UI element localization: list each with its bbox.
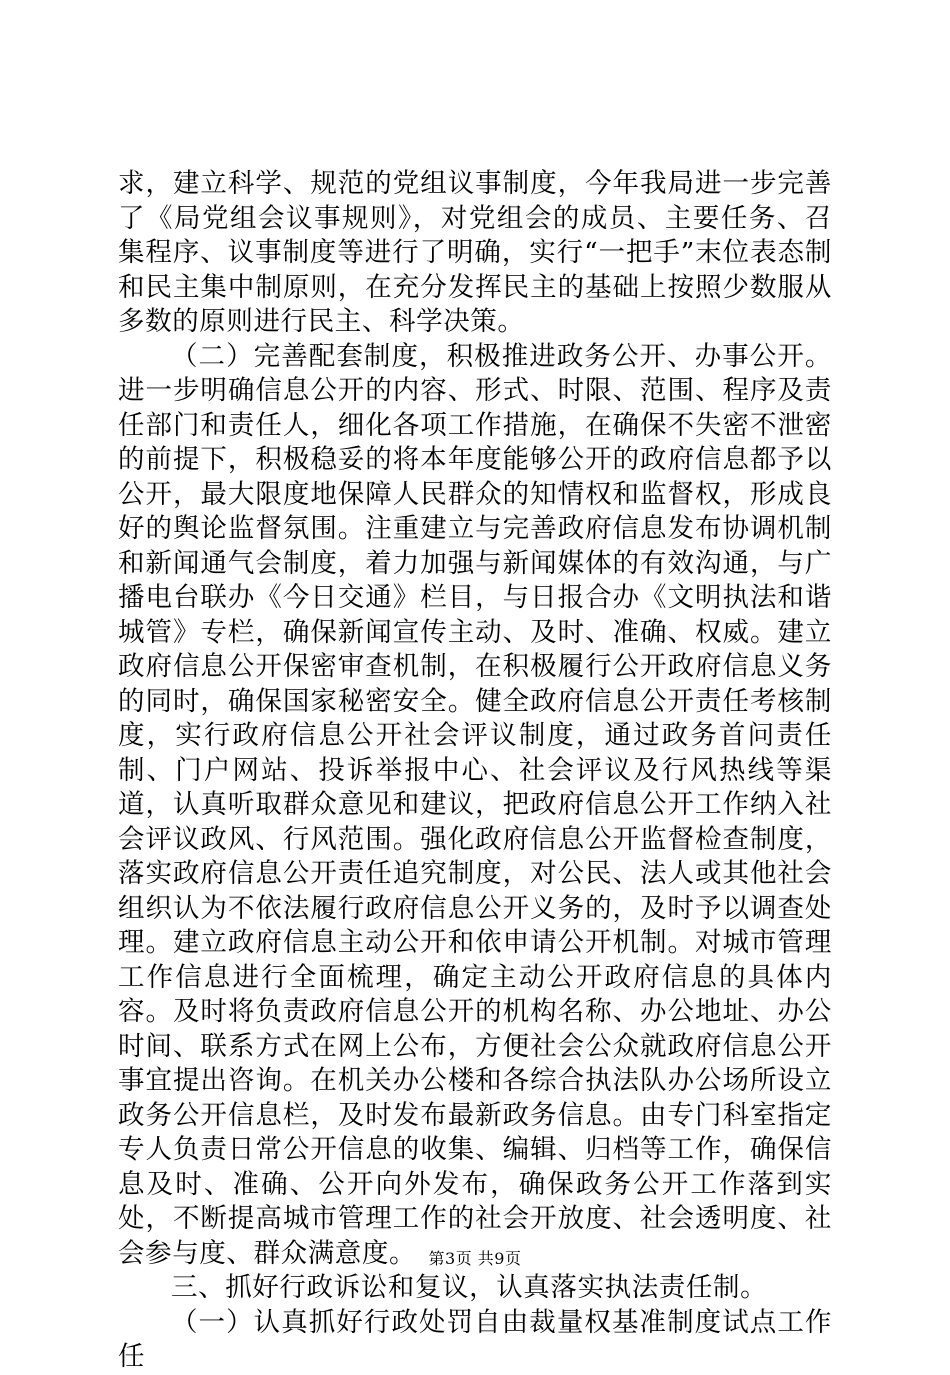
- paragraph-3-heading: 三、抓好行政诉讼和复议，认真落实执法责任制。: [171, 1272, 768, 1303]
- document-body: [118, 167, 832, 1375]
- paragraph-2: （二）完善配套制度，积极推进政务公开、办事公开。进一步明确信息公开的内容、形式、时限、范围、程序及责任部门和责任人，细化各项工作措施，在确保不失密不泄密的前提下，积极稳妥的将本年度能够公开的政府信息都予以公开，最大限度地保障人民群众的知情权和监督权，形成良好的舆论监督氛围。注重建立与完善政府信息发布协调机制和新闻通气会制度，着力加强与新闻媒体的有效沟通，与广播电台联办《今日交通》栏目，与日报合办《文明执法和谐城管》专栏，确保新闻宣传主动、及时、准确、权威。建立政府信息公开保密审查机制，在积极履行公开政府信息义务的同时，确保国家秘密安全。健全政府信息公开责任考核制度，实行政府信息公开社会评议制度，通过政务首问责任制、门户网站、投诉举报中心、社会评议及行风热线等渠道，认真听取群众意见和建议，把政府信息公开工作纳入社会评议政风、行风范围。强化政府信息公开监督检查制度，落实政府信息公开责任追究制度，对公民、法人或其他社会组织认为不依法履行政府信息公开义务的，及时予以调查处理。建立政府信息主动公开和依申请公开机制。对城市管理工作信息进行全面梳理，确定主动公开政府信息的具体内容。及时将负责政府信息公开的机构名称、办公地址、办公时间、联系方式在网上公布，方便社会公众就政府信息公开事宜提出咨询。在机关办公楼和各综合执法队办公场所设立政务公开信息栏，及时发布最新政务信息。由专门科室指定专人负责日常公开信息的收集、编辑、归档等工作，确保信息及时、准确、公开向外发布，确保政务公开工作落到实处，不断提高城市管理工作的社会开放度、社会透明度、社会参与度、群众满意度。: [118, 340, 832, 1269]
- page-number-footer: 第3页 共9页: [428, 1249, 522, 1268]
- paragraph-4: （一）认真抓好行政处罚自由裁量权基准制度试点工作任: [118, 1306, 832, 1372]
- paragraph-1: 求，建立科学、规范的党组议事制度，今年我局进一步完善了《局党组会议事规则》，对党组会的成员、主要任务、召集程序、议事制度等进行了明确，实行“一把手”末位表态制和民主集中制原则，在充分发挥民主的基础上按照少数服从多数的原则进行民主、科学决策。: [118, 168, 832, 337]
